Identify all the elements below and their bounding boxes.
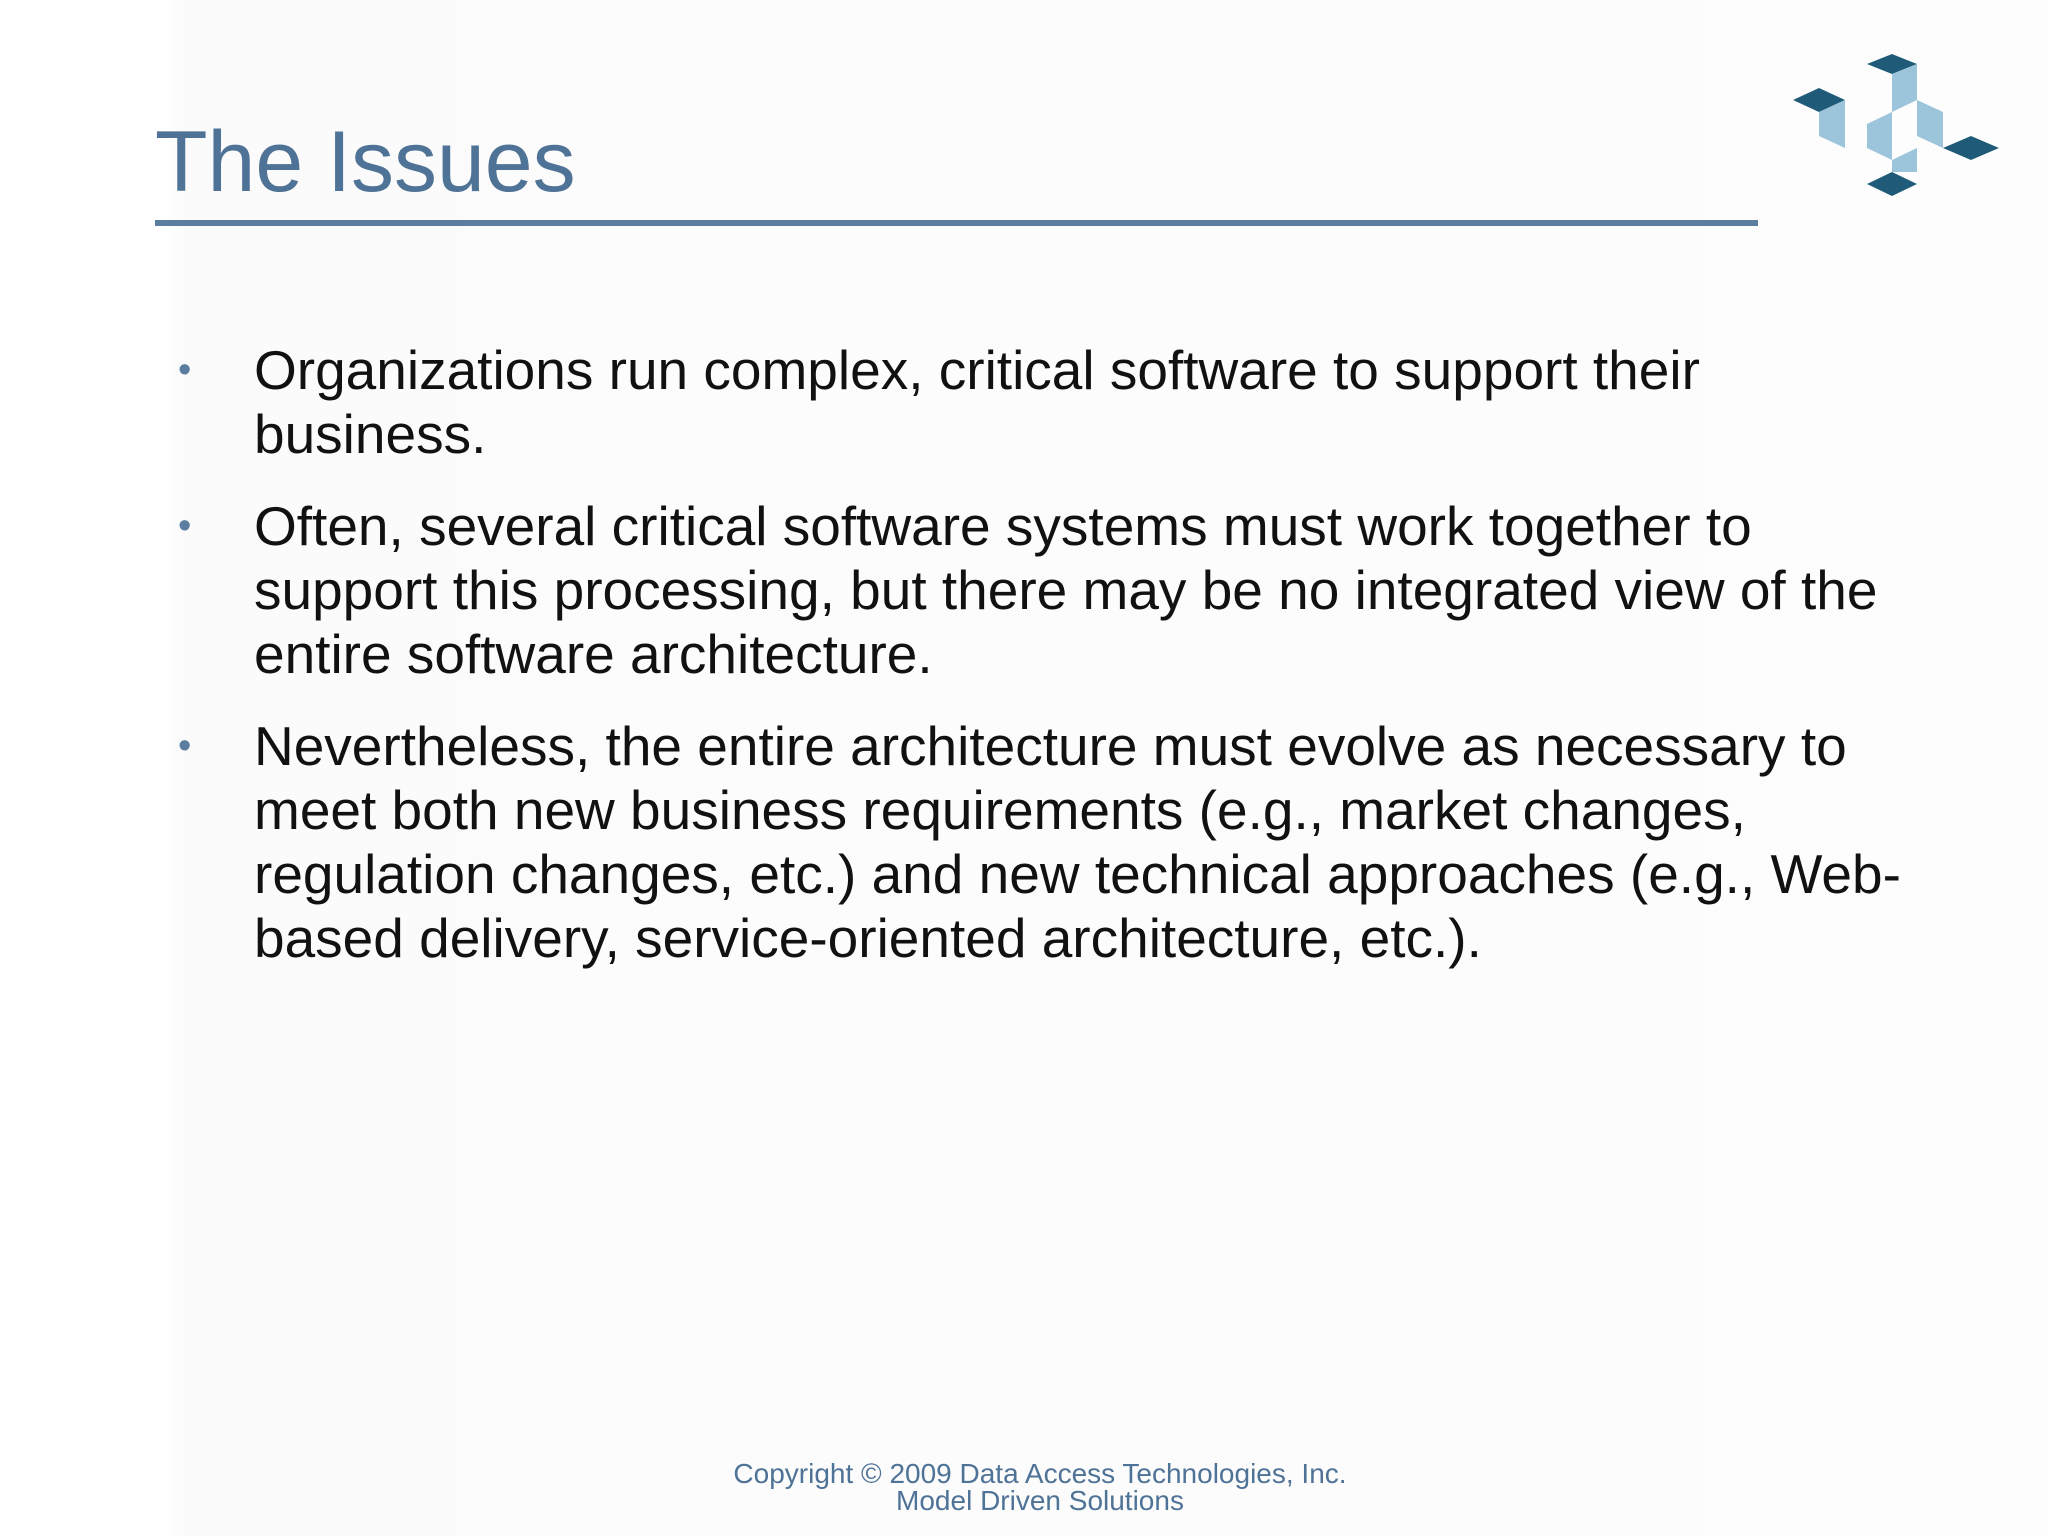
slide-title: The Issues [155,114,576,210]
bullet-item [170,338,1910,466]
bullet-item [170,494,1910,686]
bullet-list [170,338,1910,998]
bullet-item [170,714,1910,970]
bullet-text: Nevertheless, the entire architecture must evolve as necessary to meet both new business requirements (e.g., market changes, regulation changes, etc.) and new technical approaches (e.g., Web-based delivery, service-oriented architecture, etc.). [254,715,1901,969]
title-underline [155,220,1758,226]
stacked-cubes-logo-icon [1785,52,2015,212]
footer-copyright: Copyright © 2009 Data Access Technologies, Inc. [733,1458,1347,1489]
bullet-marker: • [178,505,192,547]
footer-tagline: Model Driven Solutions [896,1485,1184,1516]
bullet-text: Organizations run complex, critical software to support their business. [254,339,1700,465]
footer [0,1460,2048,1514]
bullet-marker: • [178,349,192,391]
bullet-marker: • [178,725,192,767]
bullet-text: Often, several critical software systems must work together to support this processing, but there may be no integrated view of the entire software architecture. [254,495,1878,685]
